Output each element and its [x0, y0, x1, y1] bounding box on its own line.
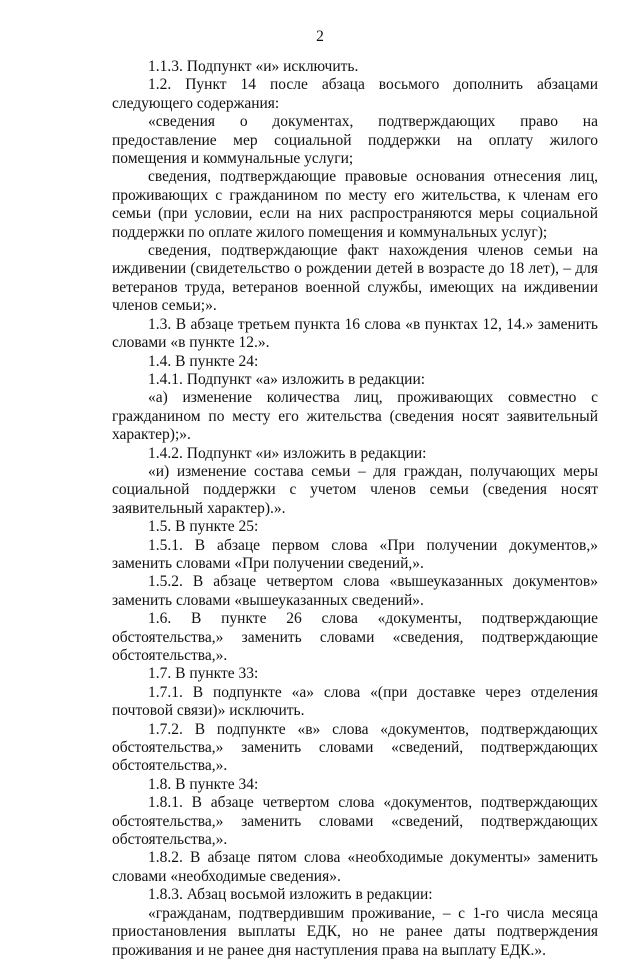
paragraph: 1.7.1. В подпункте «а» слова «(при доставке через отделения почтовой связи)» исключить. [112, 683, 598, 720]
paragraph: 1.2. Пункт 14 после абзаца восьмого дополнить абзацами следующего содержания: [112, 76, 598, 112]
paragraph: 1.3. В абзаце третьем пункта 16 слова «в пунктах 12, 14.» заменить словами «в пункте 12.». [112, 315, 598, 352]
paragraph: 1.8. В пункте 34: [148, 775, 259, 793]
paragraph: 1.4.1. Подпункт «а» изложить в редакции: [148, 370, 426, 388]
paragraph: 1.5.2. В абзаце четвертом слова «вышеуказанных документов» заменить словами «вышеуказанных сведений». [112, 573, 598, 609]
paragraph: 1.5. В пункте 25: [148, 518, 259, 536]
paragraph: «сведения о документах, подтверждающих право на предоставление мер социальной поддержки на оплату жилого помещения и коммунальные услуги; [112, 113, 598, 168]
paragraph: «и) изменение состава семьи – для граждан, получающих меры социальной поддержки с учетом членов семьи (сведения носят заявительный характер).». [112, 462, 598, 517]
paragraph: 1.8.3. Абзац восьмой изложить в редакции: [148, 886, 433, 904]
paragraph: 1.6. В пункте 26 слова «документы, подтверждающие обстоятельства,» заменить словами «сведения, подтверждающие обстоятельства,». [112, 610, 598, 664]
page-number: 2 [316, 28, 324, 45]
paragraph: 1.8.2. В абзаце пятом слова «необходимые документы» заменить словами «необходимые сведения». [112, 849, 598, 885]
paragraph: 1.1.3. Подпункт «и» исключить. [148, 58, 359, 75]
paragraph: 1.7. В пункте 33: [148, 665, 259, 683]
paragraph: сведения, подтверждающие факт нахождения членов семьи на иждивении (свидетельство о рождении детей в возрасте до 18 лет), – для ветеранов труда, ветеранов военной службы, имеющих на иждивении членов семьи;». [112, 242, 598, 315]
paragraph: 1.7.2. В подпункте «в» слова «документов, подтверждающих обстоятельства,» заменить словами «сведений, подтверждающих обстоятельства,». [112, 720, 598, 775]
paragraph: 1.4.2. Подпункт «и» изложить в редакции: [148, 444, 427, 462]
paragraph: сведения, подтверждающие правовые основания отнесения лиц, проживающих с гражданином по месту его жительства, к членам его семьи (при условии, если на них распространяются меры социальной поддержки по оплате жилого помещения и коммунальных услуг); [112, 168, 598, 241]
document-body [112, 58, 598, 960]
paragraph: 1.5.1. В абзаце первом слова «При получении документов,» заменить словами «При получении сведений,». [112, 536, 598, 572]
paragraph: «гражданам, подтвердившим проживание, – с 1-го числа месяца приостановления выплаты ЕДК, но не ранее даты подтверждения проживания и не ранее дня наступления права на выплату ЕДК.». [112, 904, 598, 959]
paragraph: 1.4. В пункте 24: [148, 352, 259, 370]
paragraph: 1.8.1. В абзаце четвертом слова «документов, подтверждающих обстоятельства,» заменить словами «сведений, подтверждающих обстоятельства,». [112, 794, 598, 849]
paragraph: «а) изменение количества лиц, проживающих совместно с гражданином по месту его жительства (сведения носят заявительный характер);». [112, 389, 598, 444]
